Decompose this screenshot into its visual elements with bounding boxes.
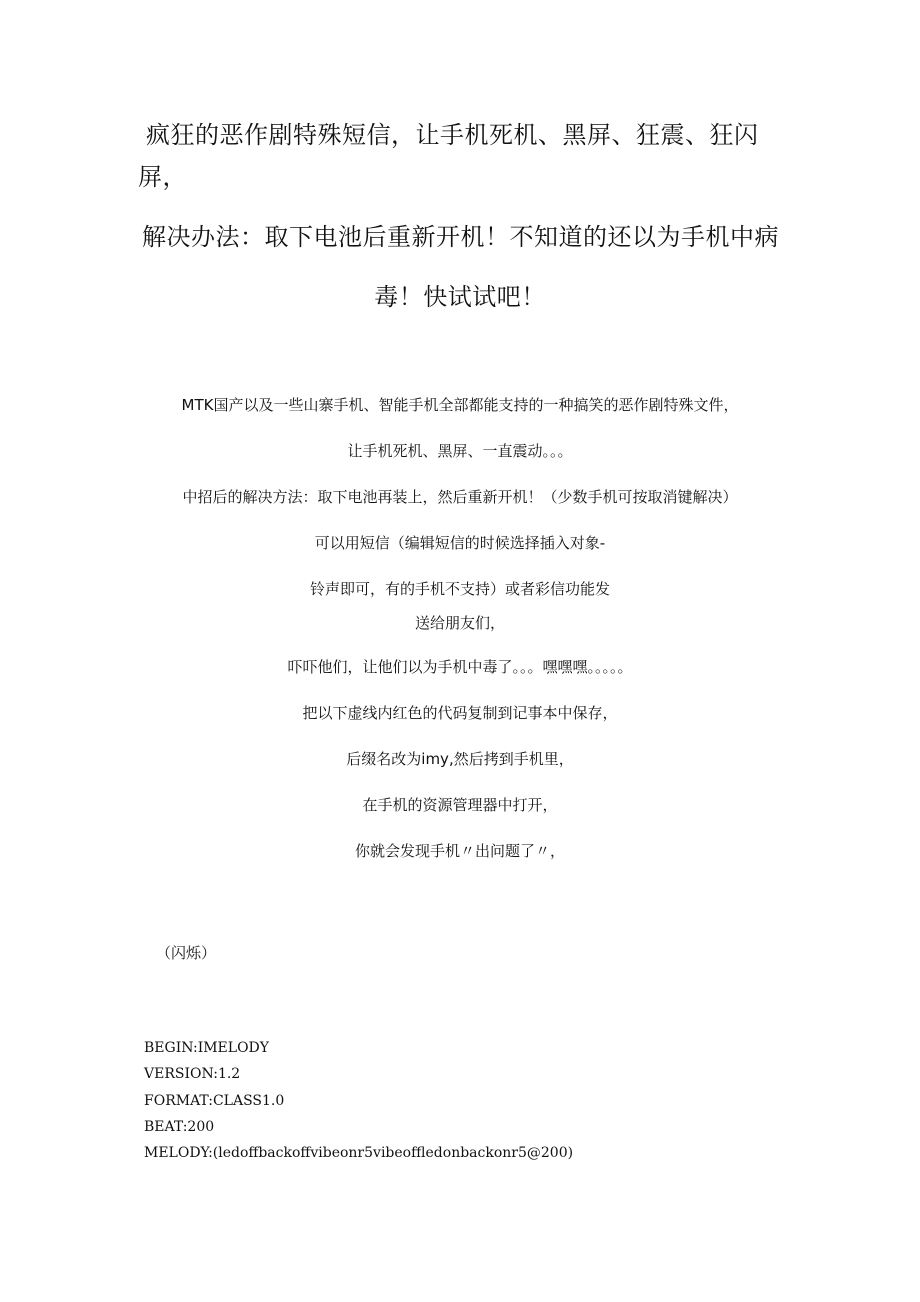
code-line-2: VERSION:1.2 xyxy=(144,1066,241,1082)
code-line-5: MELODY:(ledoffbackoffvibeonr5vibeoffledonbackonr5@200) xyxy=(144,1145,574,1161)
body-line-2: 让手机死机、黑屏、一直震动。。。 xyxy=(347,442,573,460)
title-line-3: 解决办法：取下电池后重新开机！不知道的还以为手机中病 xyxy=(142,223,779,251)
code-line-1: BEGIN:IMELODY xyxy=(144,1040,270,1056)
body-line-4: 可以用短信（编辑短信的时候选择插入对象- xyxy=(314,534,606,552)
body-line-11: 你就会发现手机〃出问题了〃， xyxy=(354,842,565,860)
title-line-4: 毒！快试试吧！ xyxy=(374,283,546,311)
body-line-3: 中招后的解决方法：取下电池再装上，然后重新开机！（少数手机可按取消键解决） xyxy=(182,488,738,506)
body-line-9: 后缀名改为imy,然后拷到手机里， xyxy=(346,750,574,768)
title-line-2: 屏， xyxy=(138,163,187,191)
body-line-10: 在手机的资源管理器中打开， xyxy=(362,796,558,814)
title-line-1: 疯狂的恶作剧特殊短信，让手机死机、黑屏、狂震、狂闪 xyxy=(146,121,759,149)
code-line-3: FORMAT:CLASS1.0 xyxy=(144,1093,285,1109)
body-line-6: 送给朋友们， xyxy=(414,614,505,632)
body-line-5: 铃声即可，有的手机不支持）或者彩信功能发 xyxy=(309,580,610,598)
body-line-1: MTK国产以及一些山寨手机、智能手机全部都能支持的一种搞笑的恶作剧特殊文件， xyxy=(181,396,739,414)
code-line-4: BEAT:200 xyxy=(144,1119,215,1135)
flash-note: （闪烁） xyxy=(156,944,217,962)
body-line-8: 把以下虚线内红色的代码复制到记事本中保存， xyxy=(302,704,618,722)
body-line-7: 吓吓他们，让他们以为手机中毒了。。。嘿嘿嘿。。。。。 xyxy=(287,658,633,676)
